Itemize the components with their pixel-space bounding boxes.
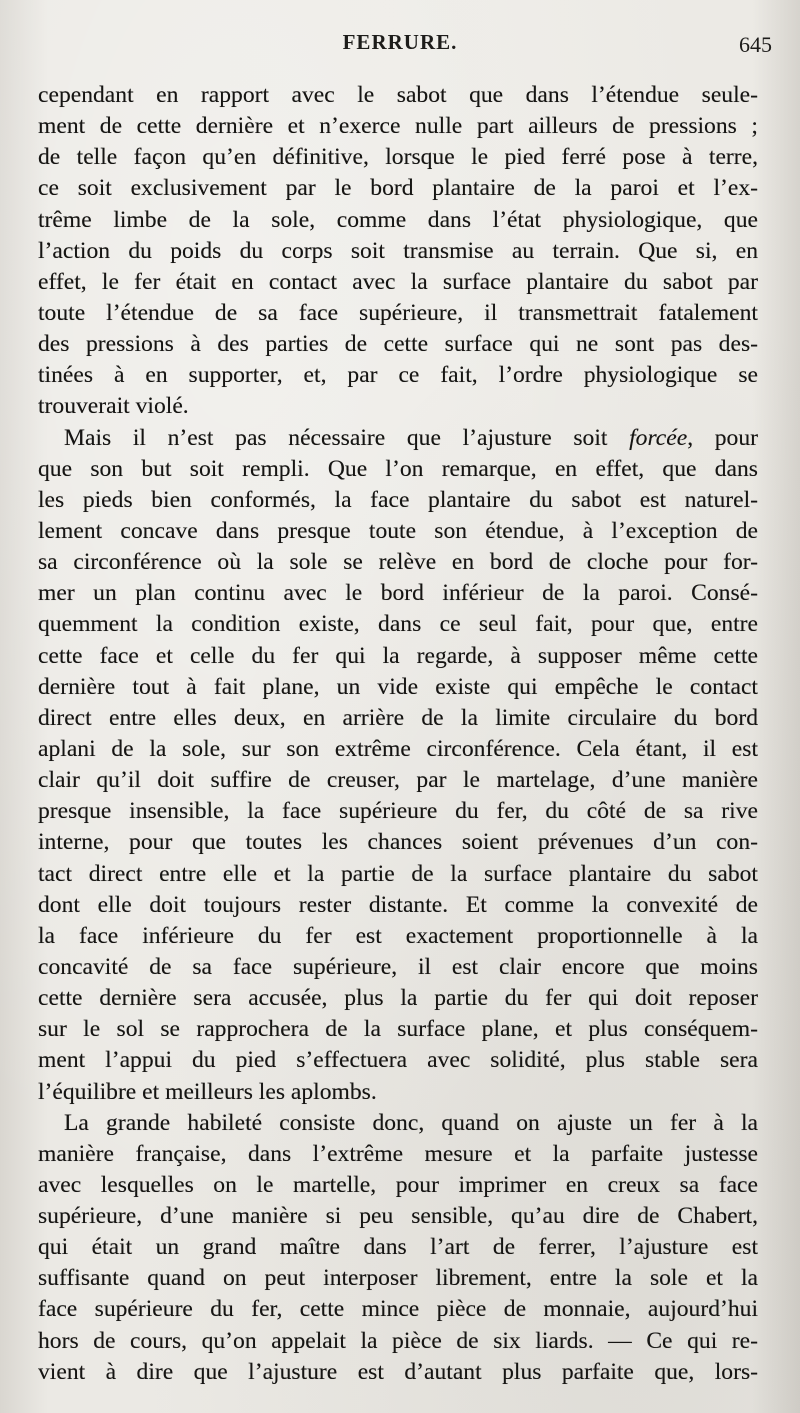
text-line: toute l’étendue de sa face supérieure, il transmettrait fatalement [38, 299, 758, 326]
text-segment: , pour [687, 424, 758, 451]
text-line: trouverait violé. [38, 393, 189, 420]
text-line: manière française, dans l’extrême mesure et la parfaite justesse [38, 1140, 758, 1167]
text-line: clair qu’il doit suffire de creuser, par le martelage, d’une manière [38, 767, 758, 794]
text-line: effet, le fer était en contact avec la surface plantaire du sabot par [38, 268, 758, 295]
text-line: tact direct entre elle et la partie de la surface plantaire du sabot [38, 860, 758, 887]
text-line: l’action du poids du corps soit transmise au terrain. Que si, en [38, 237, 758, 264]
text-line: aplani de la sole, sur son extrême circonférence. Cela étant, il est [38, 735, 758, 762]
body-text [38, 80, 758, 1388]
paragraph-3 [38, 1108, 758, 1388]
text-line: cette face et celle du fer qui la regarde, à supposer même cette [38, 642, 758, 669]
text-line: face supérieure du fer, cette mince pièce de monnaie, aujourd’hui [38, 1296, 758, 1323]
text-line: des pressions à des parties de cette surface qui ne sont pas des- [38, 331, 758, 358]
italic-word: forcée [629, 424, 688, 451]
text-line: suffisante quand on peut interposer librement, entre la sole et la [38, 1265, 758, 1292]
text-line: La grande habileté consiste donc, quand on ajuste un fer à la [64, 1109, 758, 1136]
text-line: concavité de sa face supérieure, il est clair encore que moins [38, 953, 758, 980]
text-line: l’équilibre et meilleurs les aplombs. [38, 1078, 377, 1105]
text-line: dernière tout à fait plane, un vide existe qui empêche le contact [38, 673, 758, 700]
paragraph-2 [38, 423, 758, 1108]
text-line: hors de cours, qu’on appelait la pièce de six liards. — Ce qui re- [38, 1327, 758, 1354]
text-line [38, 423, 758, 454]
text-line: ment l’appui du pied s’effectuera avec solidité, plus stable sera [38, 1047, 758, 1074]
text-line: de telle façon qu’en définitive, lorsque le pied ferré pose à terre, [38, 144, 758, 171]
page-number: 645 [739, 32, 772, 57]
text-line: cette dernière sera accusée, plus la partie du fer qui doit reposer [38, 985, 758, 1012]
text-line: supérieure, d’une manière si peu sensible, qu’au dire de Chabert, [38, 1203, 758, 1230]
text-line: presque insensible, la face supérieure du fer, du côté de sa rive [38, 798, 758, 825]
text-segment: Mais il n’est pas nécessaire que l’ajusture soit [64, 424, 630, 451]
paragraph-1 [38, 80, 758, 423]
text-line: la face inférieure du fer est exactement proportionnelle à la [38, 922, 758, 949]
text-line: direct entre elles deux, en arrière de la limite circulaire du bord [38, 704, 758, 731]
text-line: sur le sol se rapprochera de la surface plane, et plus conséquem- [38, 1016, 758, 1043]
text-line: lement concave dans presque toute son étendue, à l’exception de [38, 517, 758, 544]
text-line: avec lesquelles on le martelle, pour imprimer en creux sa face [38, 1171, 758, 1198]
page-header [36, 30, 772, 64]
text-line: quemment la condition existe, dans ce seul fait, pour que, entre [38, 611, 758, 638]
text-line: qui était un grand maître dans l’art de ferrer, l’ajusture est [38, 1234, 758, 1261]
text-line: que son but soit rempli. Que l’on remarque, en effet, que dans [38, 455, 758, 482]
text-line: les pieds bien conformés, la face plantaire du sabot est naturel- [38, 486, 758, 513]
text-line: dont elle doit toujours rester distante. Et comme la convexité de [38, 891, 758, 918]
text-line: trême limbe de la sole, comme dans l’état physiologique, que [38, 206, 758, 233]
text-line: ce soit exclusivement par le bord plantaire de la paroi et l’ex- [38, 175, 758, 202]
text-line: ment de cette dernière et n’exerce nulle part ailleurs de pressions ; [38, 113, 758, 140]
text-line: cependant en rapport avec le sabot que dans l’étendue seule- [38, 82, 758, 108]
text-line: mer un plan continu avec le bord inférieur de la paroi. Consé- [38, 580, 758, 607]
running-head: FERRURE. [342, 30, 458, 54]
text-line: vient à dire que l’ajusture est d’autant plus parfaite que, lors- [38, 1358, 758, 1385]
text-line: interne, pour que toutes les chances soient prévenues d’un con- [38, 829, 758, 856]
text-line: sa circonférence où la sole se relève en bord de cloche pour for- [38, 549, 758, 576]
text-line: tinées à en supporter, et, par ce fait, l’ordre physiologique se [38, 362, 758, 389]
